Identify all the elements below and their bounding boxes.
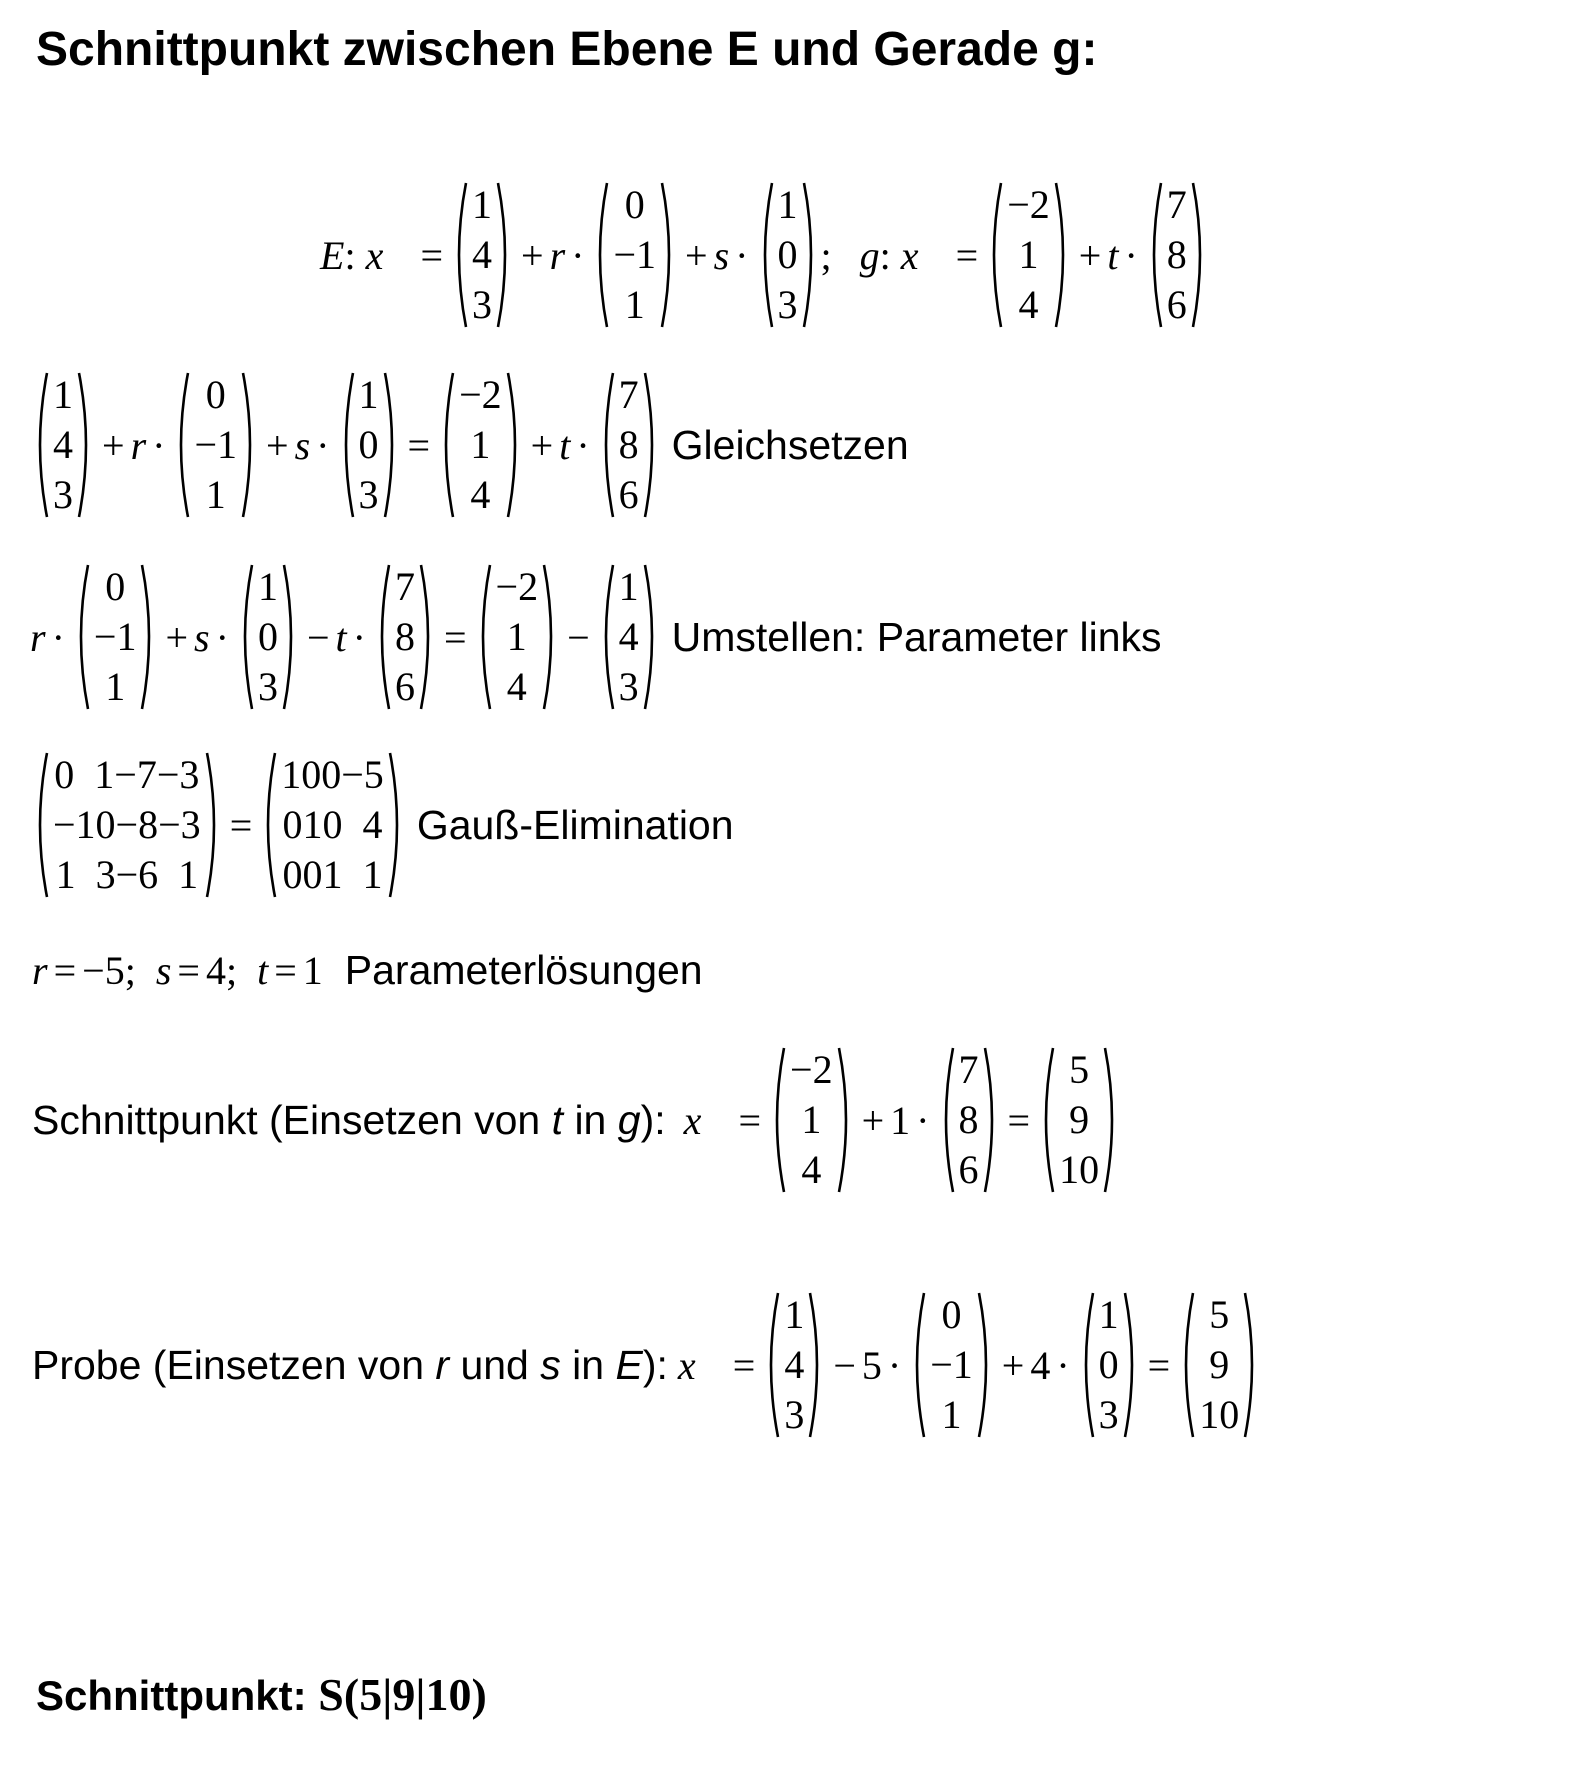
vector-entry: 0: [205, 372, 226, 417]
vector-entries: [469, 180, 495, 330]
vector-entries: [255, 562, 281, 712]
right-parenthesis: [801, 180, 819, 330]
vector-entries: [1196, 1290, 1242, 1440]
check-calculation: Probe (Einsetzen von r und s in E): x⃗ = 1 4 3 − 5 · 0 −1 1 + 4 · 1 0 3 = 5 9 10: [32, 1290, 1262, 1440]
parameter-solutions: r = −5 ; s = 4 ; t = 1 Parameterlösungen: [32, 946, 703, 993]
reduced-matrix: [260, 750, 405, 900]
left-parenthesis: [32, 750, 50, 900]
solution-s: 4: [205, 947, 226, 993]
equation-rearrange: r · 0 −1 1 + s · 1 0 3 − t · 7 8 6 = −2 1 4 − 1 4 3 Umstellen: Parameter links: [30, 562, 1162, 712]
vector-entry: 1: [358, 372, 379, 417]
right-parenthesis: [505, 370, 523, 520]
right-parenthesis: [659, 180, 677, 330]
right-parenthesis: [1190, 180, 1208, 330]
vector-entry: 0: [941, 1292, 962, 1337]
vector-entry: 1: [53, 372, 73, 417]
vector-entry: −10−8−3: [53, 802, 201, 847]
vector-entry: 1: [941, 1392, 962, 1437]
line-direction-vector: [1146, 180, 1208, 330]
left-parenthesis: [763, 1290, 781, 1440]
vector-entries: [787, 1045, 836, 1195]
equation-plane-line: E : x⃗ = 1 4 3 + r · 0 −1 1 + s · 1 0 3 ; g : x⃗ = −2 1 4 + t · 7 8 6: [320, 180, 1210, 330]
vector-entry: −1: [613, 232, 657, 277]
vector-entries: [610, 180, 659, 330]
vector-entry: 3: [777, 282, 798, 327]
factor: 1: [890, 1097, 911, 1143]
vector-entry: −1: [93, 614, 137, 659]
vector-entry: 8: [394, 614, 415, 659]
right-parenthesis: [807, 1290, 825, 1440]
plane-direction-vector-1: [592, 180, 677, 330]
vector-entry: 0: [257, 614, 278, 659]
right-parenthesis: [642, 562, 660, 712]
vector-entry: 1: [205, 472, 226, 517]
vector-entry: 0: [1098, 1342, 1119, 1387]
vector-entry: 0: [105, 564, 126, 609]
vector-entry: 010 4: [282, 802, 383, 847]
solution-t: 1: [302, 947, 323, 993]
vector-entry: 4: [784, 1342, 805, 1387]
vector-entry: −2: [459, 372, 502, 417]
param-t: t: [1107, 232, 1119, 278]
right-parenthesis: [139, 562, 157, 712]
left-parenthesis: [475, 562, 493, 712]
vector: [32, 370, 94, 520]
vector-entry: 1: [470, 422, 491, 467]
vector-entry: 7: [958, 1047, 979, 1092]
factor: 4: [1030, 1342, 1051, 1388]
vector-entries: [392, 562, 418, 712]
vector-entry: 3: [257, 664, 278, 709]
vector-entry: 1: [618, 564, 639, 609]
right-parenthesis: [204, 750, 222, 900]
vector-entry: 1: [1098, 1292, 1119, 1337]
vector-entry: 7: [394, 564, 415, 609]
plane-support-vector: [451, 180, 513, 330]
vector-entries: [927, 1290, 976, 1440]
vector-entry: 1: [624, 282, 645, 327]
step-label-equate: Gleichsetzen: [671, 421, 909, 468]
vector-entry: 4: [618, 614, 639, 659]
vector-entry: 0: [624, 182, 645, 227]
left-parenthesis: [592, 180, 610, 330]
right-parenthesis: [541, 562, 559, 712]
vector: [598, 370, 660, 520]
vector-entries: [356, 370, 382, 520]
vector-entries: [91, 562, 140, 712]
vector-entry: 4: [472, 232, 492, 277]
vector-entries: [616, 562, 642, 712]
vector: [938, 1045, 1000, 1195]
left-parenthesis: [374, 562, 392, 712]
vector-entry: 1: [784, 1292, 805, 1337]
left-parenthesis: [938, 1045, 956, 1195]
vector-entry: 7: [1166, 182, 1187, 227]
intersection-calculation: Schnittpunkt (Einsetzen von t in g): x⃗ = −2 1 4 + 1 · 7 8 6 = 5 9 10: [32, 1045, 1122, 1195]
param-s: s: [194, 614, 210, 660]
param-t: t: [335, 614, 347, 660]
line-support-vector: [986, 180, 1071, 330]
left-parenthesis: [438, 370, 456, 520]
step-label-gauss: Gauß-Elimination: [416, 801, 734, 848]
right-parenthesis: [495, 180, 513, 330]
right-parenthesis: [382, 370, 400, 520]
vector-entry: 6: [394, 664, 415, 709]
intersection-label: Schnittpunkt (Einsetzen von t in g):: [32, 1096, 666, 1143]
left-parenthesis: [769, 1045, 787, 1195]
vector-entry: 1: [105, 664, 126, 709]
vector-entry: 3: [618, 664, 639, 709]
vector-entry: 1: [257, 564, 278, 609]
left-parenthesis: [173, 370, 191, 520]
vector: [173, 370, 258, 520]
final-label: Schnittpunkt:: [36, 1672, 319, 1719]
vector-entries: [50, 750, 204, 900]
vector-entry: 7: [618, 372, 639, 417]
vector-entry: −1: [930, 1342, 973, 1387]
vector-entry: 1: [1018, 232, 1039, 277]
left-parenthesis: [32, 370, 50, 520]
vector-entry: 4: [1018, 282, 1039, 327]
vector: [909, 1290, 994, 1440]
vector-entry: 1: [801, 1097, 822, 1142]
param-r: r: [130, 422, 147, 468]
vector: [237, 562, 299, 712]
right-parenthesis: [976, 1290, 994, 1440]
vector-entry: 9: [1209, 1342, 1230, 1387]
vector-entry: 4: [53, 422, 73, 467]
vector-entries: [278, 750, 387, 900]
left-parenthesis: [757, 180, 775, 330]
vector-entry: 6: [618, 472, 639, 517]
solution-r: −5: [82, 947, 125, 993]
right-parenthesis: [982, 1045, 1000, 1195]
vector-entries: [50, 370, 76, 520]
vector-entries: [493, 562, 542, 712]
left-parenthesis: [1038, 1045, 1056, 1195]
page-title: Schnittpunkt zwischen Ebene E und Gerade g:: [36, 23, 1098, 76]
left-parenthesis: [909, 1290, 927, 1440]
vector-entry: 1 3−6 1: [55, 852, 199, 897]
vector-entry: 3: [784, 1392, 805, 1437]
check-label: Probe (Einsetzen von r und s in E):: [32, 1341, 668, 1388]
right-parenthesis: [281, 562, 299, 712]
right-parenthesis: [1122, 1290, 1140, 1440]
left-parenthesis: [338, 370, 356, 520]
step-label-rearrange: Umstellen: Parameter links: [671, 613, 1162, 660]
left-parenthesis: [260, 750, 278, 900]
vector-entry: 0 1−7−3: [54, 752, 200, 797]
vector: [475, 562, 560, 712]
left-parenthesis: [986, 180, 1004, 330]
left-parenthesis: [237, 562, 255, 712]
result-vector: [1038, 1045, 1120, 1195]
right-parenthesis: [418, 562, 436, 712]
param-s: s: [713, 232, 730, 278]
vector-entries: [1096, 1290, 1122, 1440]
vector: [763, 1290, 825, 1440]
vector: [769, 1045, 854, 1195]
vector-entry: 100−5: [281, 752, 384, 797]
vector-entry: 3: [472, 282, 492, 327]
vector-entry: 1: [506, 614, 527, 659]
right-parenthesis: [642, 370, 660, 520]
step-label-solutions: Parameterlösungen: [344, 946, 703, 993]
vector-entry: 10: [1199, 1392, 1240, 1437]
param-r: r: [549, 232, 566, 278]
right-parenthesis: [1102, 1045, 1120, 1195]
vector-entries: [1056, 1045, 1102, 1195]
final-result: [36, 1668, 487, 1721]
left-parenthesis: [1178, 1290, 1196, 1440]
vector-entries: [1004, 180, 1053, 330]
augmented-matrix: [32, 750, 222, 900]
vector-entry: 8: [1166, 232, 1187, 277]
vector-entry: 4: [801, 1147, 822, 1192]
vector-entry: 10: [1059, 1147, 1100, 1192]
param-t: t: [559, 422, 571, 468]
right-parenthesis: [1242, 1290, 1260, 1440]
vector: [598, 562, 660, 712]
vector-entries: [775, 180, 801, 330]
vector: [73, 562, 158, 712]
vector-entry: 6: [1166, 282, 1187, 327]
vector-entries: [191, 370, 240, 520]
vector: [374, 562, 436, 712]
vector: [338, 370, 400, 520]
vector-entry: 0: [358, 422, 379, 467]
intersection-point: S(5|9|10): [318, 1669, 487, 1720]
right-parenthesis: [836, 1045, 854, 1195]
right-parenthesis: [240, 370, 258, 520]
left-parenthesis: [73, 562, 91, 712]
plane-direction-vector-2: [757, 180, 819, 330]
left-parenthesis: [451, 180, 469, 330]
vector-entry: 5: [1069, 1047, 1090, 1092]
equation-equate: 1 4 3 + r · 0 −1 1 + s · 1 0 3 = −2 1 4 + t · 7 8 6 Gleichsetzen: [30, 370, 909, 520]
vector-entry: 4: [470, 472, 491, 517]
param-s: s: [294, 422, 311, 468]
vector: [438, 370, 523, 520]
vector-entry: −2: [1007, 182, 1050, 227]
vector-entry: 8: [618, 422, 639, 467]
vector-entry: 9: [1069, 1097, 1090, 1142]
vector-entries: [1164, 180, 1190, 330]
left-parenthesis: [1146, 180, 1164, 330]
equation-gauss: 0 1−7−3 −10−8−3 1 3−6 1 = 100−5 010 4 001 1 Gauß-Elimination: [30, 750, 734, 900]
vector-entry: 1: [777, 182, 798, 227]
vector-entries: [456, 370, 505, 520]
right-parenthesis: [1053, 180, 1071, 330]
right-parenthesis: [387, 750, 405, 900]
vector-entry: −2: [790, 1047, 833, 1092]
vector-entries: [616, 370, 642, 520]
vector: [1078, 1290, 1140, 1440]
right-parenthesis: [76, 370, 94, 520]
vector-entry: 5: [1209, 1292, 1230, 1337]
left-parenthesis: [1078, 1290, 1096, 1440]
vector-entry: 8: [958, 1097, 979, 1142]
result-vector: [1178, 1290, 1260, 1440]
vector-entry: 3: [358, 472, 379, 517]
vector-entry: 4: [506, 664, 527, 709]
vector-entries: [781, 1290, 807, 1440]
factor: 5: [861, 1342, 882, 1388]
left-parenthesis: [598, 562, 616, 712]
vector-entries: [956, 1045, 982, 1195]
line-name: g: [859, 232, 880, 278]
vector-entry: 001 1: [282, 852, 383, 897]
vector-entry: 3: [1098, 1392, 1119, 1437]
vector-entry: −2: [495, 564, 539, 609]
vector-entry: 0: [777, 232, 798, 277]
vector-entry: 6: [958, 1147, 979, 1192]
plane-name: E: [320, 232, 345, 278]
vector-entry: −1: [194, 422, 238, 467]
left-parenthesis: [598, 370, 616, 520]
param-r: r: [30, 614, 46, 660]
vector-entry: 3: [53, 472, 73, 517]
vector-entry: 1: [472, 182, 492, 227]
